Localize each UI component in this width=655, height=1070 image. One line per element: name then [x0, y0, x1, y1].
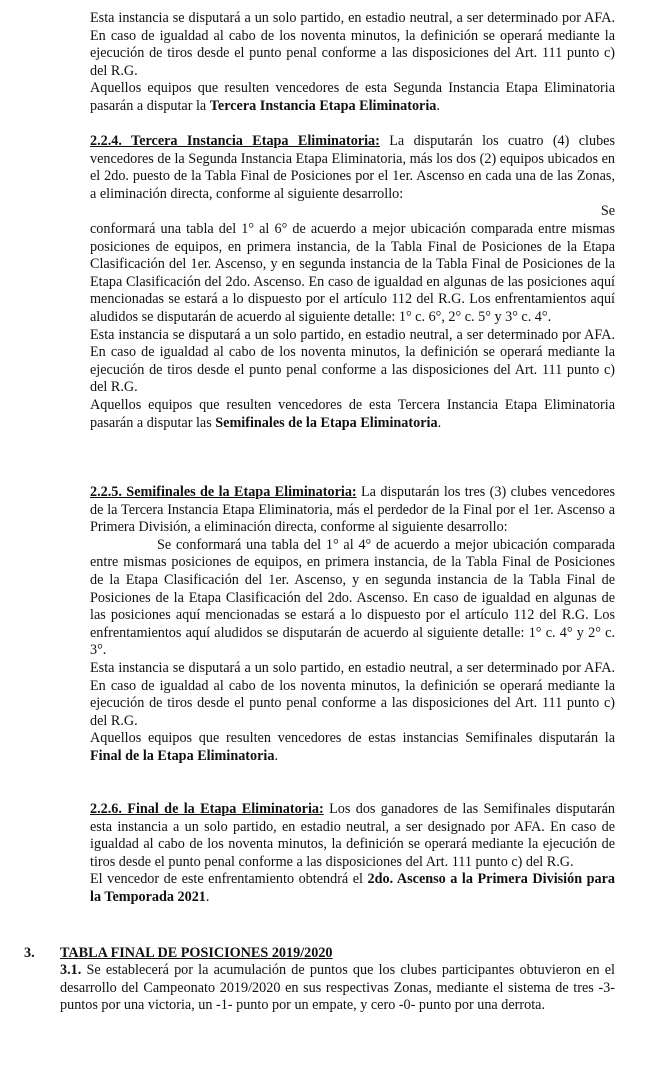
section-2-2-6: [90, 801, 615, 907]
section-heading: 2.2.6. Final de la Etapa Eliminatoria:: [90, 801, 324, 817]
section-heading: 2.2.4. Tercera Instancia Etapa Eliminatoria:: [90, 133, 380, 149]
winner-paragraph: El vencedor de este enfrentamiento obtendrá el 2do. Ascenso a la Primera División para la Temporada 2021.: [90, 871, 615, 905]
section-3-1: [60, 962, 615, 1015]
winners-paragraph: Aquellos equipos que resulten vencedores de esta Segunda Instancia Etapa Eliminatoria pasarán a disputar la Tercera Instancia Etapa Eliminatoria.: [90, 80, 615, 114]
section-intro: 2.2.6. Final de la Etapa Eliminatoria: Los dos ganadores de las Semifinales disputarán esta instancia a un solo partido, en estadio neutral, a ser designado por AFA. En caso de igualdad al cabo de los noventa minutos, la definición se operará mediante la ejecución de tiros desde el punto penal conforme a las disposiciones del Art. 111 punto c) del R.G.: [90, 801, 616, 870]
next-stage-name: Semifinales de la Etapa Eliminatoria: [215, 414, 438, 431]
next-stage-name: Final de la Etapa Eliminatoria: [90, 747, 275, 764]
section-heading: 2.2.5. Semifinales de la Etapa Eliminatoria:: [90, 484, 357, 500]
section-2-2-3-continuation: [90, 10, 615, 116]
winners-paragraph: Aquellos equipos que resulten vencedores de estas instancias Semifinales disputarán la Final de la Etapa Eliminatoria.: [90, 730, 615, 764]
winners-paragraph: Aquellos equipos que resulten vencedores de esta Tercera Instancia Etapa Eliminatoria pasarán a disputar las Semifinales de la Etapa Eliminatoria.: [90, 396, 615, 431]
match-rules-paragraph: Esta instancia se disputará a un solo partido, en estadio neutral, a ser determinado por AFA. En caso de igualdad al cabo de los noventa minutos, la definición se operará mediante la ejecución de tiros desde el punto penal conforme a las disposiciones del Art. 111 punto c) del R.G.: [90, 10, 615, 79]
table-detail-paragraph: conformará una tabla del 1° al 6° de acuerdo a mejor ubicación comparada entre mismas posiciones de equipos, en primera instancia, de la Tabla Final de Posiciones de la Etapa Clasificación del 1er. Ascenso, y en segunda instancia de la Tabla Final de Posiciones de la Etapa Clasificación del 2do. Ascenso. En caso de igualdad en algunas de las posiciones aquí mencionadas se estará a lo dispuesto por el artículo 112 del R.G. Los enfrentamientos aquí aludidos se disputarán de acuerdo al siguiente detalle: 1° c. 6°, 2° c. 5° y 3° c. 4°.: [90, 220, 615, 325]
promotion-name: 2do. Ascenso a la Primera División para la Temporada 2021: [90, 871, 615, 905]
section-number: 3.: [24, 945, 35, 961]
table-detail-paragraph: Se conformará una tabla del 1° al 4° de acuerdo a mejor ubicación comparada entre mismas posiciones de equipos, en primera instancia, de la Tabla Final de Posiciones de la Etapa Clasificación del 1er. Ascenso, y en segunda instancia de la Tabla Final de Posiciones de la Etapa Clasificación del 2do. Ascenso. En caso de igualdad en algunas de las posiciones aquí mencionadas se estará a lo dispuesto por el artículo 112 del R.G. Los enfrentamientos aquí aludidos se disputarán de acuerdo al siguiente detalle: 1° c. 4° y 2° c. 3°.: [90, 536, 615, 659]
subsection-number: 3.1.: [60, 962, 82, 978]
section-2-2-5: [90, 484, 615, 766]
next-stage-name: Tercera Instancia Etapa Eliminatoria: [209, 97, 437, 114]
section-intro: 2.2.4. Tercera Instancia Etapa Eliminatoria: La disputarán los cuatro (4) clubes vencedores de la Segunda Instancia Etapa Eliminatoria, más los dos (2) equipos ubicados en el 2do. puesto de la Tabla Final de Posiciones por el 1er. Ascenso en cada una de las Zonas, a eliminación directa, conforme al siguiente desarrollo:: [90, 133, 615, 202]
dangling-word: Se: [600, 203, 615, 220]
section-intro: 2.2.5. Semifinales de la Etapa Eliminatoria: La disputarán los tres (3) clubes vencedores de la Tercera Instancia Etapa Eliminatoria, más el perdedor de la Final por el 1er. Ascenso a Primera División, a eliminación directa, conforme al siguiente desarrollo:: [90, 484, 616, 536]
section-title: TABLA FINAL DE POSICIONES 2019/2020: [60, 945, 333, 961]
match-rules-paragraph: Esta instancia se disputará a un solo partido, en estadio neutral, a ser determinado por AFA. En caso de igualdad al cabo de los noventa minutos, la definición se operará mediante la ejecución de tiros desde el punto penal conforme a las disposiciones del Art. 111 punto c) del R.G.: [90, 659, 615, 729]
match-rules-paragraph: Esta instancia se disputará a un solo partido, en estadio neutral, a ser determinado por AFA. En caso de igualdad al cabo de los noventa minutos, la definición se operará mediante la ejecución de tiros desde el punto penal conforme a las disposiciones del Art. 111 punto c) del R.G.: [90, 326, 615, 396]
points-system-paragraph: 3.1. Se establecerá por la acumulación de puntos que los clubes participantes obtuvieron en el desarrollo del Campeonato 2019/2020 en sus respectivas Zonas, mediante el sistema de tres -3- puntos por una victoria, un -1- punto por un empate, y cero -0- punto por una derrota.: [60, 962, 615, 1014]
section-2-2-4: [90, 133, 615, 432]
